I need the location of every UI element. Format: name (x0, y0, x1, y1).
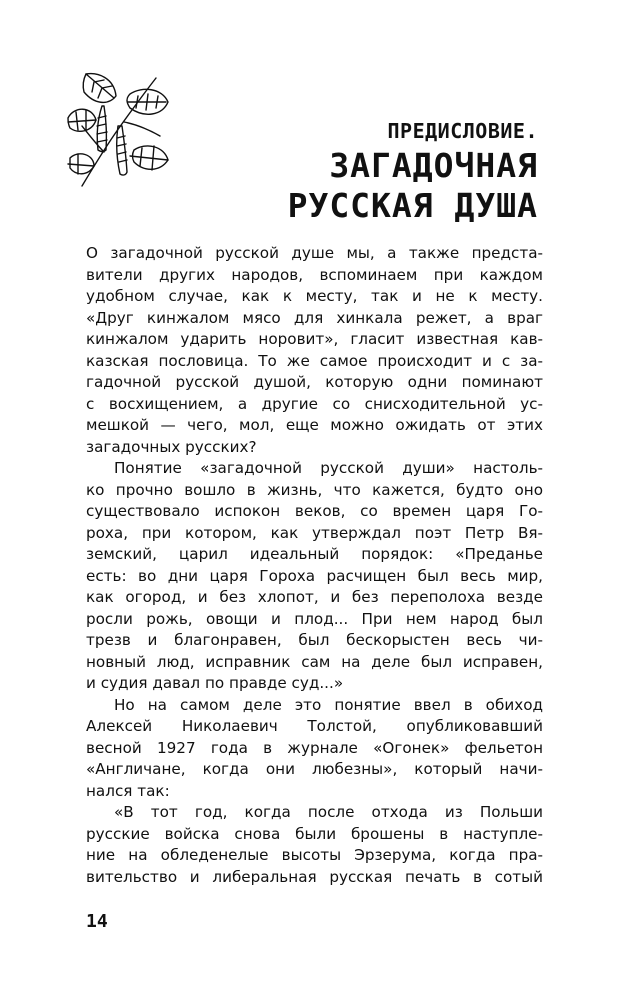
text-line: существовало испокон веков, со времен царя Го- (86, 502, 543, 520)
chapter-title-line-2: РУССКАЯ ДУША (287, 186, 538, 225)
text-line: О загадочной русской душе мы, а также предста- (86, 244, 543, 262)
text-line: кинжалом ударить норовит», гласит известная кав- (86, 330, 543, 348)
chapter-kicker: ПРЕДИСЛОВИЕ. (387, 119, 538, 143)
text-line: весной 1927 года в журнале «Огонек» фельетон (86, 738, 543, 757)
text-line: вители других народов, вспоминаем при каждом (86, 265, 543, 284)
text-line: роха, при котором, как утверждал поэт Петр Вя- (86, 523, 543, 542)
text-line: Понятие «загадочной русской души» настоль- (114, 459, 543, 477)
text-line: трезв и благонравен, был бескорыстен весь чи- (86, 631, 543, 649)
text-line: ко прочно вошло в жизнь, что кажется, будто оно (86, 480, 543, 499)
chapter-title-line-1: ЗАГАДОЧНАЯ (329, 146, 538, 185)
text-line: «В тот год, когда после отхода из Польши (114, 803, 543, 821)
text-line: Но на самом деле это понятие ввел в обиход (114, 695, 543, 714)
text-line: Алексей Николаевич Толстой, опубликовавший (86, 717, 543, 735)
text-line: ние на обледенелые высоты Эрзерума, когда пра- (86, 846, 543, 864)
text-line: и судия давал по правде суд...» (86, 674, 344, 692)
text-line: мешкой — чего, мол, еще можно ожидать от этих (86, 416, 543, 434)
text-line: нался так: (86, 781, 170, 800)
text-line: «Англичане, когда они любезны», который начи- (86, 760, 543, 778)
text-line: с восхищением, а другие со снисходительной ус- (86, 394, 543, 413)
text-line: удобном случае, как к месту, так и не к месту. (86, 287, 543, 305)
text-line: казская пословица. То же самое происходит и с за- (86, 351, 543, 370)
text-line: новный люд, исправник сам на деле был исправен, (86, 652, 543, 671)
text-line: росли рожь, овощи и плод... При нем народ был (86, 609, 543, 628)
text-line: загадочных русских? (86, 437, 257, 456)
page-number: 14 (86, 911, 108, 932)
text-line: земский, царил идеальный порядок: «Преданье (86, 545, 543, 563)
text-line: как огород, и без хлопот, и без переполоха везде (86, 588, 543, 606)
text-line: гадочной русской душой, которую одни поминают (86, 373, 543, 391)
body-text (86, 243, 543, 888)
text-line: вительство и либеральная русская печать в сотый (86, 867, 543, 886)
text-line: «Друг кинжалом мясо для хинкала режет, а враг (86, 308, 543, 327)
birch-branch-icon (64, 66, 174, 191)
text-line: есть: во дни царя Гороха расчищен был весь мир, (86, 566, 543, 585)
text-line: русские войска снова были брошены в наступле- (86, 824, 543, 843)
